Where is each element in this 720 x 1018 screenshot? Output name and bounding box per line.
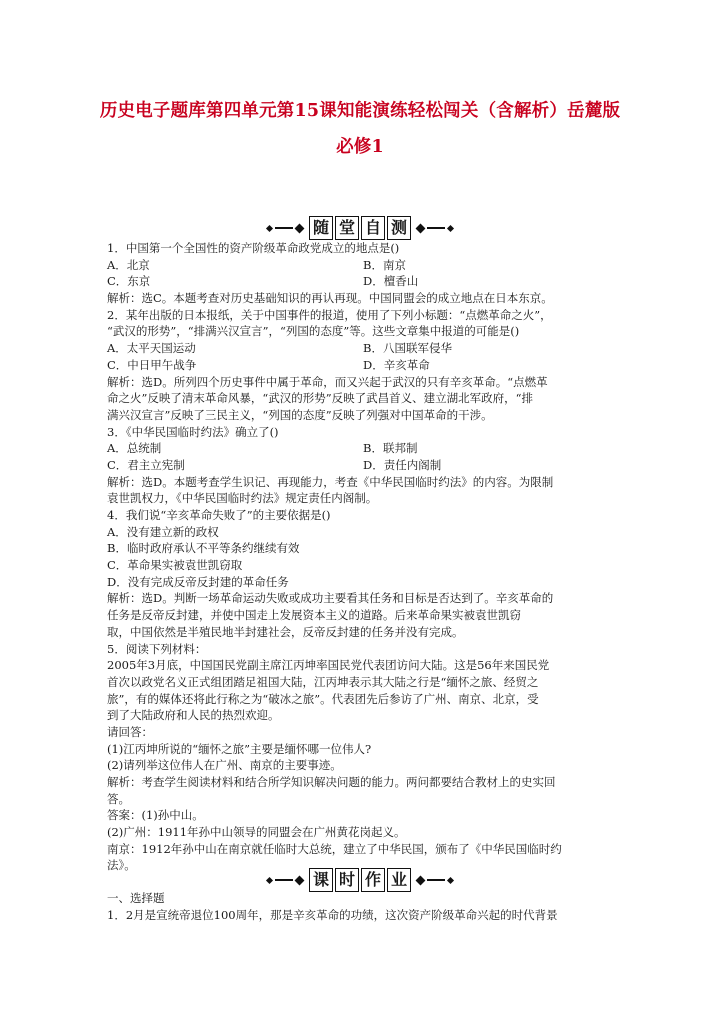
option: C．中日甲午战争 xyxy=(107,357,197,372)
section-char: 时 xyxy=(335,868,359,892)
question-stem: “武汉的形势”，“排满兴汉宣言”，“列国的态度”等。这些文章集中报道的可能是() xyxy=(107,324,520,339)
analysis: 解析：选C。本题考查对历史基础知识的再认再现。中国同盟会的成立地点在日本东京。 xyxy=(107,291,553,306)
options-row xyxy=(107,357,619,374)
analysis: 答。 xyxy=(107,791,130,806)
left-ornament-icon xyxy=(267,877,303,884)
material: 到了大陆政府和人民的热烈欢迎。 xyxy=(107,708,280,723)
option: D．没有完成反帝反封建的革命任务 xyxy=(107,574,289,589)
question-stem: 1．2月是宣统帝退位100周年，那是辛亥革命的功绩，这次资产阶级革命兴起的时代背景 xyxy=(107,907,558,922)
sub-question: (2)请列举这位伟人在广州、南京的主要事迹。 xyxy=(107,758,342,773)
question-stem: 2．某年出版的日本报纸，关于中国事件的报道，使用了下列小标题：“点燃革命之火”， xyxy=(107,307,552,322)
options-row xyxy=(107,440,619,457)
option: A．太平天国运动 xyxy=(107,341,196,356)
suitang-zice-content xyxy=(107,240,619,874)
sub-question: (1)江丙坤所说的“缅怀之旅”主要是缅怀哪一位伟人? xyxy=(107,741,372,756)
answer: 答案：(1)孙中山。 xyxy=(107,808,204,823)
option: A．北京 xyxy=(107,257,150,272)
document-title-line2: 必修1 xyxy=(336,137,384,157)
analysis: 解析：考查学生阅读材料和结合所学知识解决问题的能力。两问都要结合教材上的史实回 xyxy=(107,775,556,789)
analysis: 解析：选D。判断一场革命运动失败或成功主要看其任务和目标是否达到了。辛亥革命的 xyxy=(107,591,554,606)
answer: 法》。 xyxy=(107,858,136,873)
section-char: 堂 xyxy=(335,216,359,240)
analysis: 取，中国依然是半殖民地半封建社会，反帝反封建的任务并没有完成。 xyxy=(107,624,464,639)
option: B．八国联军侵华 xyxy=(363,341,452,356)
option: C．东京 xyxy=(107,274,151,289)
option: D．责任内阁制 xyxy=(363,457,442,472)
options-row xyxy=(107,257,619,274)
option: B．临时政府承认不平等条约继续有效 xyxy=(107,541,300,556)
material: 首次以政党名义正式组团踏足祖国大陆，江丙坤表示其大陆之行是“缅怀之旅、经贸之 xyxy=(107,674,539,689)
document-title-line1: 历史电子题库第四单元第15课知能演练轻松闯关（含解析）岳麓版 xyxy=(99,101,621,121)
right-ornament-icon xyxy=(417,225,453,232)
question-stem: 3．《中华民国临时约法》确立了() xyxy=(107,424,279,439)
section-char: 课 xyxy=(309,868,333,892)
right-ornament-icon xyxy=(417,877,453,884)
analysis: 解析：选D。所列四个历史事件中属于革命，而又兴起于武汉的只有辛亥革命。“点燃革 xyxy=(107,374,548,389)
section-header-suitang-zice xyxy=(0,215,720,241)
material: 旅”，有的媒体还将此行称之为“破冰之旅”。代表团先后参访了广州、南京、北京，受 xyxy=(107,691,539,706)
keshi-zuoye-content xyxy=(107,890,619,923)
option: B．联邦制 xyxy=(363,441,418,456)
homework-heading: 一、选择题 xyxy=(107,891,165,905)
option: C．革命果实被袁世凯窃取 xyxy=(107,558,243,573)
analysis: 解析：选D。本题考查学生识记、再现能力，考查《中华民国临时约法》的内容。为限制 xyxy=(107,474,554,489)
option: D．辛亥革命 xyxy=(363,357,430,372)
options-row xyxy=(107,457,619,474)
answer: 南京：1912年孙中山在南京就任临时大总统，建立了中华民国，颁布了《中华民国临时约 xyxy=(107,841,562,856)
answer: (2)广州：1911年孙中山领导的同盟会在广州黄花岗起义。 xyxy=(107,825,406,840)
section-char: 作 xyxy=(361,868,385,892)
section-char: 自 xyxy=(361,216,385,240)
section-char: 业 xyxy=(387,868,411,892)
analysis: 任务是反帝反封建，并使中国走上发展资本主义的道路。后来革命果实被袁世凯窃 xyxy=(107,608,521,623)
material: 2005年3月底，中国国民党副主席江丙坤率国民党代表团访问大陆。这是56年来国民党 xyxy=(107,658,550,673)
option: A．总统制 xyxy=(107,441,162,456)
analysis: 满兴汉宣言”反映了三民主义，“列国的态度”反映了列强对中国革命的干涉。 xyxy=(107,407,493,422)
options-row xyxy=(107,340,619,357)
question-stem: 5．阅读下列材料： xyxy=(107,641,207,656)
section-char: 随 xyxy=(309,216,333,240)
options-row xyxy=(107,273,619,290)
left-ornament-icon xyxy=(267,225,303,232)
analysis: 命之火”反映了清末革命风暴，“武汉的形势”反映了武昌首义、建立湖北军政府，“排 xyxy=(107,391,534,406)
section-char: 测 xyxy=(387,216,411,240)
option: D．檀香山 xyxy=(363,274,419,289)
question-stem: 4．我们说“辛亥革命失败了”的主要依据是() xyxy=(107,508,331,522)
option: A．没有建立新的政权 xyxy=(107,524,219,539)
analysis: 袁世凯权力，《中华民国临时约法》规定责任内阁制。 xyxy=(107,491,378,506)
question-stem: 1．中国第一个全国性的资产阶级革命政党成立的地点是() xyxy=(107,241,400,255)
prompt: 请回答： xyxy=(107,724,153,739)
option: C．君主立宪制 xyxy=(107,457,185,472)
option: B．南京 xyxy=(363,257,406,272)
